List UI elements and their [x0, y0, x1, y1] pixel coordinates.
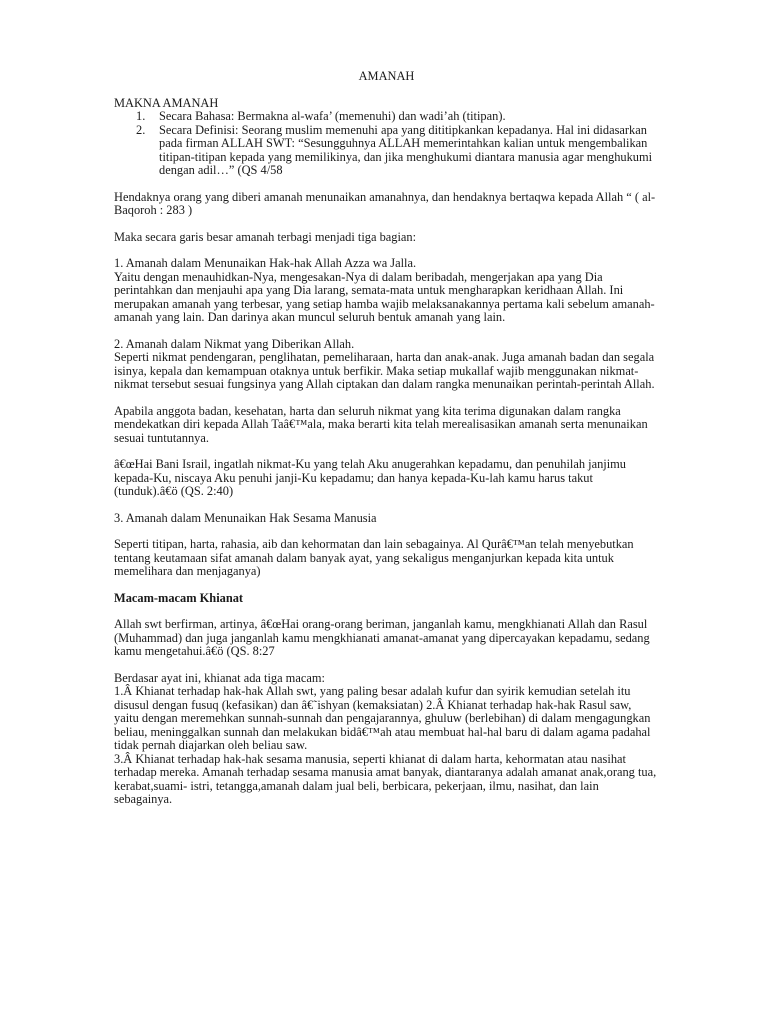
document-page	[114, 70, 659, 807]
document-title: AMANAH	[358, 69, 415, 83]
list-number: 1.	[136, 109, 146, 123]
list-item	[114, 110, 659, 124]
paragraph-quote-8-27: Allah swt berfirman, artinya, â€œHai orang-orang beriman, janganlah kamu, mengkhianati Allah dan Rasul (Muhammad) dan juga janganlah kamu mengkhianati amanat-amanat yang dipercayakan kepadamu, sedang kamu mengetahui.â€ö (QS. 8:27	[114, 617, 650, 658]
paragraph-apabila: Apabila anggota badan, kesehatan, harta dan seluruh nikmat yang kita terima digunakan dalam rangka mendekatkan diri kepada Allah Taâ€™ala, maka berarti kita telah merealisasikan amanah serta menunaikan sesuai tuntutannya.	[114, 403, 648, 445]
khianat-heading: Macam-macam Khianat	[114, 590, 244, 605]
list-number: 2.	[136, 122, 146, 137]
makna-heading: MAKNA AMANAH	[114, 95, 219, 110]
paragraph-hendaknya: Hendaknya orang yang diberi amanah menunaikan amanahnya, dan hendaknya bertaqwa kepada Allah “ ( al-Baqoroh : 283 )	[114, 189, 656, 217]
section1-body: Yaitu dengan menauhidkan-Nya, mengesakan-Nya di dalam beribadah, mengerjakan apa yang Dia perintahkan dan menjauhi apa yang Dia larang, semata-mata untuk mengharapkan keridhaan Allah. Ini merupakan amanah yang terbesar, yang setiap hamba wajib melaksanakannya pertama kali sebelum amanah-amanah yang lain. Dan darinya akan muncul seluruh bentuk amanah yang lain.	[114, 269, 655, 324]
section2-heading: 2. Amanah dalam Nikmat yang Diberikan Allah.	[114, 336, 355, 351]
paragraph-berdasar: Berdasar ayat ini, khianat ada tiga macam:	[114, 670, 325, 685]
section2-body: Seperti nikmat pendengaran, penglihatan, pemeliharaan, harta dan anak-anak. Juga amanah badan dan segala isinya, kepala dan kemampuan otaknya untuk berfikir. Maka setiap mukallaf wajib menggunakan nikmat-nikmat tersebut sesuai fungsinya yang Allah ciptakan dan dalam rangka menunaikan perintah-perintah Allah.	[114, 350, 655, 391]
makna-list	[114, 110, 659, 178]
list-text: Secara Definisi: Seorang muslim memenuhi apa yang dititipkankan kepadanya. Hal ini didasarkan pada firman ALLAH SWT: “Sesungguhnya ALLAH memerintahkan kalian untuk mengembalikan titipan-titipan kepada yang memilikinya, dan jika menghukumi diantara manusia agar menghukumi dengan adil…” (QS 4/58	[159, 122, 653, 177]
list-text: Secara Bahasa: Bermakna al-wafa’ (memenuhi) dan wadi’ah (titipan).	[159, 109, 506, 123]
list-item	[114, 124, 659, 178]
paragraph-khianat-1-2: 1.Â Khianat terhadap hak-hak Allah swt, yang paling besar adalah kufur dan syirik kemudian setelah itu disusul dengan fusuq (kefasikan) dan â€˜ishyan (kemaksiatan) 2.Â Khianat terhadap hak-hak Rasul saw, yaitu dengan meremehkan sunnah-sunnah dan pengajarannya, ghuluw (berlebihan) di dalam mengagungkan beliau, meninggalkan sunnah dan melakukan bidâ€™ah atau membuat hal-hal baru di dalam agama padahal tidak pernah diajarkan oleh beliau saw.	[114, 684, 651, 752]
section3-body: Seperti titipan, harta, rahasia, aib dan kehormatan dan lain sebagainya. Al Qurâ€™an telah menyebutkan tentang keutamaan sifat amanah dalam banyak ayat, yang sekaligus menganjurkan kepada kita untuk memelihara dan menjaganya)	[114, 537, 634, 578]
paragraph-maka: Maka secara garis besar amanah terbagi menjadi tiga bagian:	[114, 229, 417, 244]
paragraph-khianat-3: 3.Â Khianat terhadap hak-hak sesama manusia, seperti khianat di dalam harta, kehormatan atau nasihat terhadap mereka. Amanah terhadap sesama manusia amat banyak, diantaranya adalah amanat anak,orang tua, kerabat,suami- istri, tetangga,amanah dalam jual beli, berbicara, pekerjaan, ilmu, nasihat, dan lain sebagainya.	[114, 751, 657, 806]
section3-heading: 3. Amanah dalam Menunaikan Hak Sesama Manusia	[114, 510, 377, 525]
paragraph-quote-2-40: â€œHai Bani Israil, ingatlah nikmat-Ku yang telah Aku anugerahkan kepadamu, dan penuhilah janjimu kepada-Ku, niscaya Aku penuhi janji-Ku kepadamu; dan hanya kepada-Ku-lah kamu harus takut (tunduk).â€ö (QS. 2:40)	[114, 457, 626, 498]
section1-heading: 1. Amanah dalam Menunaikan Hak-hak Allah Azza wa Jalla.	[114, 256, 417, 270]
